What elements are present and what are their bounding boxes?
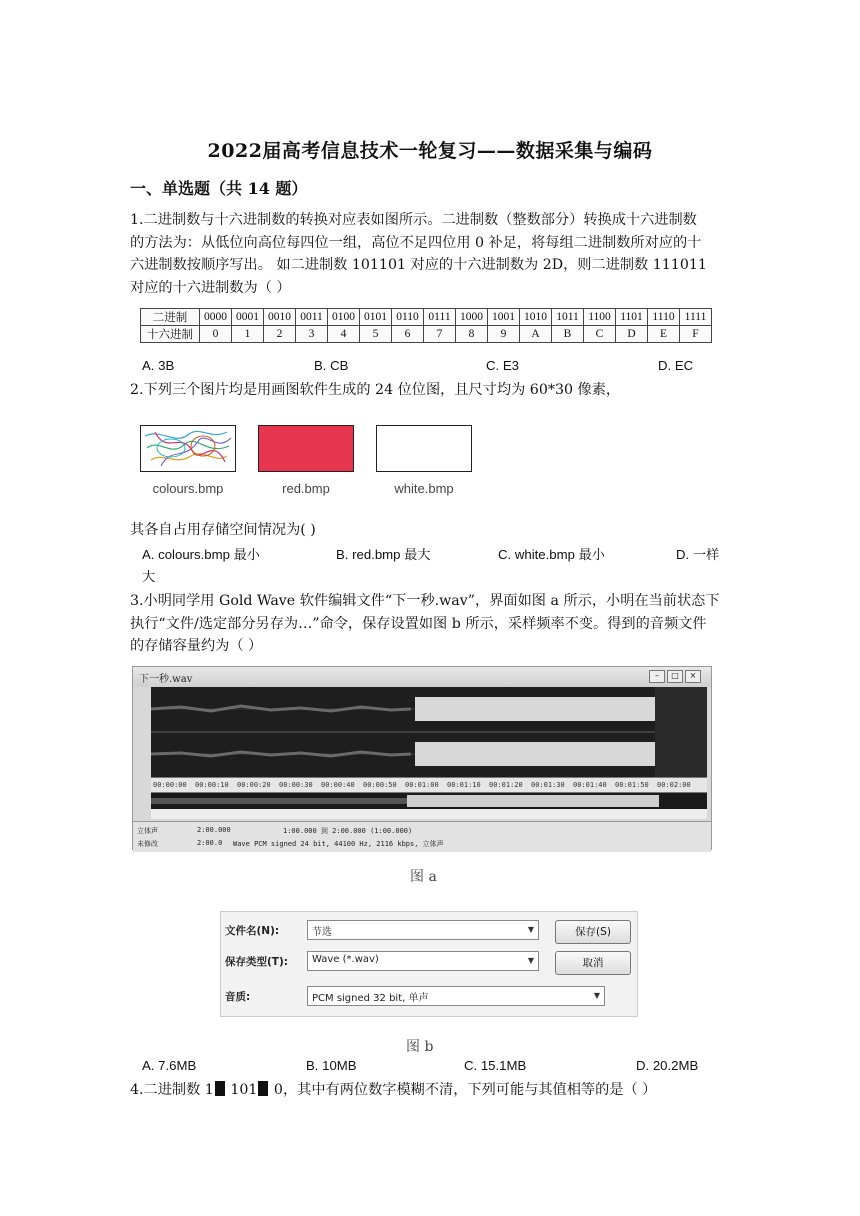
colours-bmp-image — [140, 425, 236, 472]
table-cell: 0101 — [360, 309, 392, 326]
section-heading: 一、单选题（共 14 题） — [130, 179, 308, 198]
question-3 — [130, 590, 730, 658]
table-cell: 0000 — [200, 309, 232, 326]
red-bmp-label: red.bmp — [282, 481, 330, 496]
q1-line4: 对应的十六进制数为（ ） — [130, 279, 291, 296]
table-cell: 7 — [424, 326, 456, 343]
white-bmp-image — [376, 425, 472, 472]
table-cell: D — [616, 326, 648, 343]
option-b[interactable]: B. 10MB — [306, 1058, 357, 1073]
question-4: 4.二进制数 1 101 0，其中有两位数字模糊不清，下列可能与其值相等的是（ ） — [130, 1082, 657, 1098]
option-a[interactable]: A. 7.6MB — [142, 1058, 197, 1073]
table-cell: 6 — [392, 326, 424, 343]
question-1 — [130, 209, 730, 299]
save-button[interactable]: 保存(S) — [555, 920, 631, 944]
table-cell: 1011 — [552, 309, 584, 326]
q1-line2: 的方法为：从低位向高位每四位一组，高位不足四位用 0 补足，将每组二进制数所对应的十 — [130, 234, 702, 251]
table-cell: 0110 — [392, 309, 424, 326]
table-cell: 1010 — [520, 309, 552, 326]
table-cell: F — [680, 326, 712, 343]
save-type-label: 保存类型(T): — [225, 956, 288, 968]
close-icon[interactable]: × — [685, 670, 701, 683]
blurred-digit — [215, 1081, 225, 1096]
overview-graphic — [151, 793, 707, 809]
scribble-icon — [141, 426, 234, 470]
table-cell: 1101 — [616, 309, 648, 326]
overview-strip[interactable] — [151, 793, 707, 809]
table-header-hex: 十六进制 — [141, 326, 200, 343]
status-channel: 立体声 — [137, 827, 158, 835]
table-cell: 4 — [328, 326, 360, 343]
option-d-wrap: 大 — [142, 569, 156, 584]
q1-line3: 六进制数按顺序写出。 如二进制数 101101 对应的十六进制数为 2D，则二进制数 111011 — [130, 257, 707, 273]
filename-input[interactable]: 节选 ▼ — [307, 920, 539, 940]
q3-options — [142, 1058, 742, 1078]
table-cell: 1001 — [488, 309, 520, 326]
table-cell: A — [520, 326, 552, 343]
quality-label: 音质: — [225, 991, 251, 1003]
q2-option-d-wrap — [142, 566, 742, 586]
table-cell: B — [552, 326, 584, 343]
table-cell: 0100 — [328, 309, 360, 326]
q3-line1: 3.小明同学用 Gold Wave 软件编辑文件“下一秒.wav”，界面如图 a 所示，小明在当前状态下 — [130, 593, 720, 609]
q1-line1: 1.二进制数与十六进制数的转换对应表如图所示。二进制数（整数部分）转换成十六进制数 — [130, 212, 697, 228]
filename-label: 文件名(N): — [225, 925, 280, 937]
table-cell: 0111 — [424, 309, 456, 326]
status-selection: 1:00.000 到 2:00.000 (1:00.000) — [283, 827, 413, 835]
overview-ruler — [151, 809, 707, 819]
goldwave-window — [132, 666, 712, 850]
q2-options — [142, 544, 742, 564]
option-b[interactable]: B. CB — [314, 358, 349, 373]
option-d[interactable]: D. 一样 — [676, 547, 720, 562]
chevron-down-icon[interactable]: ▼ — [593, 991, 600, 1000]
q1-options — [142, 358, 742, 378]
option-d[interactable]: D. EC — [658, 358, 694, 373]
table-cell: C — [584, 326, 616, 343]
quality-select[interactable]: PCM signed 32 bit, 单声 ▼ — [307, 986, 605, 1006]
table-cell: 1110 — [648, 309, 680, 326]
maximize-icon[interactable]: □ — [667, 670, 683, 683]
q2-line2: 其各自占用存储空间情况为( ) — [130, 522, 316, 538]
window-title: 下一秒.wav — [139, 674, 193, 685]
window-titlebar — [133, 667, 711, 687]
figure-a-caption: 图 a — [410, 869, 437, 885]
option-a[interactable]: A. colours.bmp 最小 — [142, 547, 260, 562]
table-row-hex — [141, 326, 712, 343]
table-cell: E — [648, 326, 680, 343]
waveform-display[interactable] — [151, 687, 707, 777]
status-time: 2:00.0 — [197, 839, 223, 847]
waveform-graphic — [151, 687, 707, 777]
table-header-binary: 二进制 — [141, 309, 200, 326]
save-type-select[interactable]: Wave (*.wav) ▼ — [307, 951, 539, 971]
table-cell: 0010 — [264, 309, 296, 326]
chevron-down-icon[interactable]: ▼ — [527, 956, 534, 965]
status-bar — [133, 821, 711, 852]
table-cell: 0 — [200, 326, 232, 343]
binary-hex-table — [140, 308, 712, 343]
option-d[interactable]: D. 20.2MB — [636, 1058, 699, 1073]
option-c[interactable]: C. 15.1MB — [464, 1058, 527, 1073]
table-cell: 0011 — [296, 309, 328, 326]
option-c[interactable]: C. white.bmp 最小 — [498, 547, 605, 562]
table-cell: 2 — [264, 326, 296, 343]
blurred-digit — [258, 1081, 268, 1096]
option-b[interactable]: B. red.bmp 最大 — [336, 547, 431, 562]
table-cell: 1111 — [680, 309, 712, 326]
cancel-button[interactable]: 取消 — [555, 951, 631, 975]
page-title: 2022届高考信息技术一轮复习——数据采集与编码 — [207, 140, 653, 162]
white-bmp-label: white.bmp — [394, 481, 454, 496]
table-cell: 8 — [456, 326, 488, 343]
table-cell: 1 — [232, 326, 264, 343]
figure-b-caption: 图 b — [406, 1039, 434, 1055]
q2-line1: 2.下列三个图片均是用画图软件生成的 24 位位图，且尺寸均为 60*30 像素， — [130, 382, 621, 398]
chevron-down-icon[interactable]: ▼ — [527, 925, 534, 934]
red-bmp-image — [258, 425, 354, 472]
status-length: 2:00.000 — [197, 826, 231, 834]
save-dialog — [220, 911, 638, 1017]
table-cell: 3 — [296, 326, 328, 343]
table-cell: 1100 — [584, 309, 616, 326]
table-cell: 9 — [488, 326, 520, 343]
minimize-icon[interactable]: – — [649, 670, 665, 683]
table-row-binary — [141, 309, 712, 326]
q3-line2: 执行“文件/选定部分另存为…”命令，保存设置如图 b 所示，采样频率不变。得到的音频文件 — [130, 615, 707, 632]
table-cell: 5 — [360, 326, 392, 343]
q3-line3: 的存储容量约为（ ） — [130, 638, 263, 654]
option-c[interactable]: C. E3 — [486, 358, 519, 373]
table-cell: 0001 — [232, 309, 264, 326]
colours-bmp-label: colours.bmp — [152, 481, 224, 496]
status-format: Wave PCM signed 24 bit, 44100 Hz, 2116 kbps, 立体声 — [233, 840, 444, 848]
option-a[interactable]: A. 3B — [142, 358, 175, 373]
status-modified: 未修改 — [137, 840, 158, 848]
time-ruler: 00:00:00 00:00:10 00:00:20 00:00:30 00:00:40 00:00:50 00:01:00 00:01:10 00:01:20 00:01:30 00:01:40 00:01:50 00:02:00 — [151, 777, 707, 793]
table-cell: 1000 — [456, 309, 488, 326]
